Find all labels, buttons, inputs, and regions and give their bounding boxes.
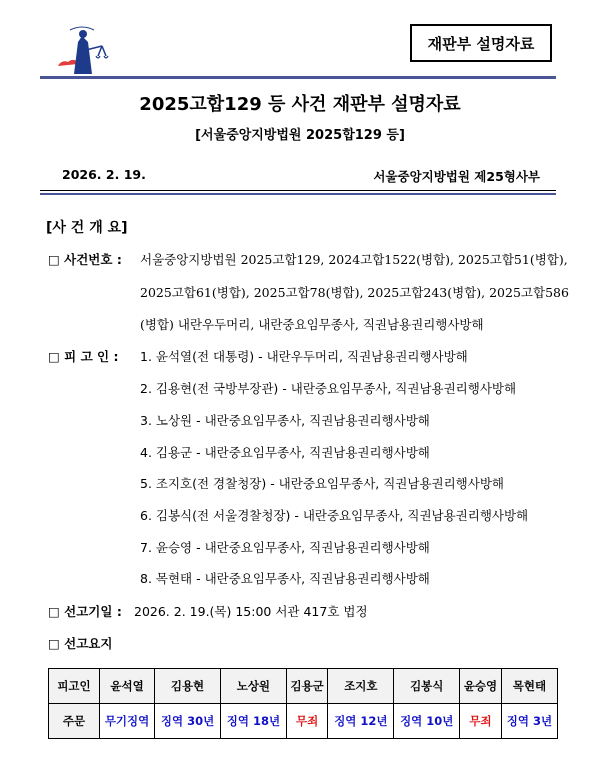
case-number-line-2: 2025고합61(병합), 2025고합78(병합), 2025고합243(병합), 2025고합586 [140,285,569,300]
case-number-label: □ 사건번호 : [48,252,122,267]
court-logo [52,22,110,80]
defendant-name-cell: 김용현 [155,669,221,704]
defendant-name-cell: 윤승영 [460,669,502,704]
table-header-cell: 피고인 [49,669,100,704]
defendant-item: 7. 윤승영 - 내란중요임무종사, 직권남용권리행사방해 [140,540,430,555]
section-title: [사 건 개 요] [46,220,128,236]
defendant-item: 3. 노상원 - 내란중요임무종사, 직권남용권리행사방해 [140,413,430,428]
table-row-label: 주문 [49,704,100,739]
summary-label: □ 선고요지 [48,636,113,651]
sentence-cell: 무죄 [286,704,328,739]
defendant-name-cell: 김용군 [286,669,328,704]
court-name: 서울중앙지방법원 제25형사부 [373,169,540,184]
defendant-name-cell: 목현태 [501,669,557,704]
sentence-cell: 징역 10년 [394,704,460,739]
sentence-cell: 징역 30년 [155,704,221,739]
divider-thin [40,190,556,191]
table-header-row [49,669,558,704]
defendant-name-cell: 노상원 [220,669,286,704]
defendant-item: 6. 김봉식(전 서울경찰청장) - 내란중요임무종사, 직권남용권리행사방해 [140,508,529,523]
defendant-name-cell: 조지호 [328,669,394,704]
defendant-item: 2. 김용현(전 국방부장관) - 내란중요임무종사, 직권남용권리행사방해 [140,381,517,396]
case-number-line-1: 서울중앙지방법원 2025고합129, 2024고합1522(병합), 2025고합51(병합), [140,252,568,267]
defendant-name-cell: 윤석열 [100,669,155,704]
header-divider [40,76,556,79]
document-badge: 재판부 설명자료 [410,24,552,62]
document-date: 2026. 2. 19. [62,167,146,182]
sentence-cell: 무기징역 [100,704,155,739]
page-subtitle: [서울중앙지방법원 2025합129 등] [195,128,405,143]
defendant-name-cell: 김봉식 [394,669,460,704]
defendant-item: 8. 목현태 - 내란중요임무종사, 직권남용권리행사방해 [140,571,430,586]
sentence-cell: 징역 3년 [501,704,557,739]
court-emblem-icon [52,22,110,80]
case-number-line-3: (병합) 내란우두머리, 내란중요임무종사, 직권남용권리행사방해 [140,317,484,332]
divider-blue [40,193,556,195]
verdict-table [48,668,558,739]
sentencing-date-label: □ 선고기일 : [48,604,122,619]
sentencing-date-value: 2026. 2. 19.(목) 15:00 서관 417호 법정 [134,604,368,619]
defendant-item: 1. 윤석열(전 대통령) - 내란우두머리, 직권남용권리행사방해 [140,349,468,364]
table-row [49,704,558,739]
sentence-cell: 징역 12년 [328,704,394,739]
page-title: 2025고합129 등 사건 재판부 설명자료 [139,94,461,115]
defendants-label: □ 피 고 인 : [48,349,119,364]
sentence-cell: 징역 18년 [220,704,286,739]
defendant-item: 4. 김용군 - 내란중요임무종사, 직권남용권리행사방해 [140,445,430,460]
sentence-cell: 무죄 [460,704,502,739]
defendant-item: 5. 조지호(전 경찰청장) - 내란중요임무종사, 직권남용권리행사방해 [140,476,504,491]
